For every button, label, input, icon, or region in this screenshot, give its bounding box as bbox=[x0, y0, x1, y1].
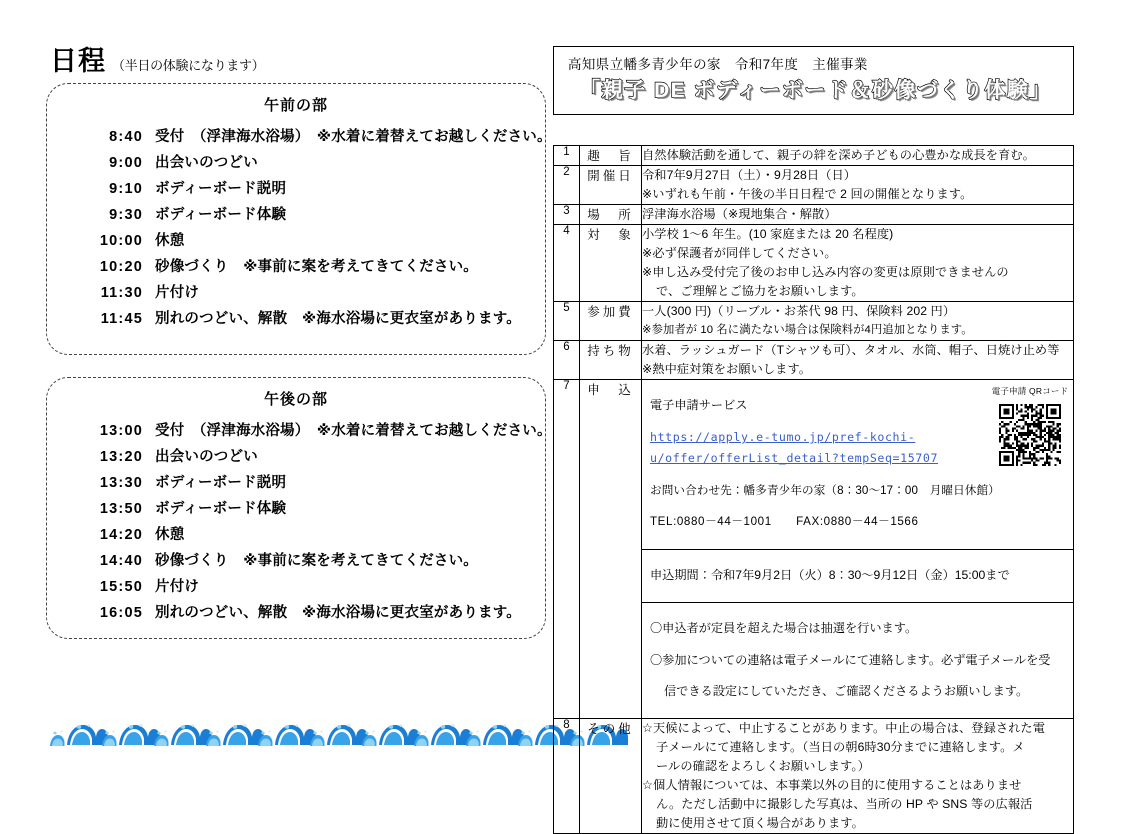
row-content bbox=[642, 145, 1074, 165]
schedule-time: 13:00 bbox=[99, 423, 143, 439]
schedule-time: 15:50 bbox=[99, 579, 143, 595]
schedule-item bbox=[69, 254, 535, 280]
morning-session-box bbox=[46, 83, 552, 355]
text-line: ールの確認をよろしくお願いします。） bbox=[656, 758, 870, 773]
schedule-activity: 砂像づくり ※事前に案を考えてきてください。 bbox=[155, 553, 478, 569]
application-url-line-1[interactable]: https://apply.e-tumo.jp/pref-kochi- bbox=[650, 429, 916, 444]
table-row bbox=[554, 145, 1074, 165]
text-line: ※参加者が 10 名に満たない場合は保険料が4円追加となります。 bbox=[642, 323, 973, 336]
schedule-item bbox=[69, 548, 535, 574]
schedule-activity: 別れのつどい、解散 ※海水浴場に更衣室があります。 bbox=[155, 605, 521, 621]
schedule-time: 10:00 bbox=[99, 233, 143, 249]
table-row bbox=[554, 204, 1074, 224]
schedule-activity: ボディーボード体験 bbox=[155, 207, 287, 223]
schedule-time: 13:20 bbox=[99, 449, 143, 465]
row-content bbox=[642, 340, 1074, 379]
event-title: 「親子 DE ボディーボード＆砂像づくり体験」 bbox=[579, 79, 1052, 103]
row-number: 5 bbox=[554, 301, 580, 340]
text-line: ※申し込み受付完了後のお申し込み内容の変更は原則できませんの bbox=[642, 264, 1009, 279]
schedule-column bbox=[46, 46, 552, 758]
schedule-activity: 受付 （浮津海水浴場） ※水着に着替えてお越しください。 bbox=[155, 423, 552, 439]
text-line: 自然体験活動を通して、親子の絆を深め子どもの心豊かな成長を育む。 bbox=[642, 147, 1035, 162]
text-line: 信できる設定にしていただき、ご確認くださるようお願いします。 bbox=[664, 683, 1029, 698]
schedule-time: 8:40 bbox=[109, 129, 143, 145]
schedule-item bbox=[69, 150, 535, 176]
schedule-item bbox=[69, 280, 535, 306]
text-line: ☆個人情報については、本事業以外の目的に使用することはありませ bbox=[642, 777, 1022, 792]
schedule-item bbox=[69, 228, 535, 254]
schedule-item bbox=[69, 202, 535, 228]
text-line: ※必ず保護者が同伴してください。 bbox=[642, 245, 837, 260]
schedule-item bbox=[69, 522, 535, 548]
application-service-block bbox=[642, 380, 1073, 549]
schedule-activity: 受付 （浮津海水浴場） ※水着に着替えてお越しください。 bbox=[155, 129, 552, 145]
schedule-item bbox=[69, 176, 535, 202]
application-notes-block bbox=[642, 602, 1073, 718]
text-line: で、ご理解とご協力をお願いします。 bbox=[656, 283, 864, 298]
schedule-heading-sub: （半日の体験になります） bbox=[112, 58, 265, 73]
text-line: 〇参加についての連絡は電子メールにて連絡します。必ず電子メールを受 bbox=[650, 652, 1051, 667]
table-row bbox=[554, 379, 1074, 718]
text-line: ※熱中症対策をお願いします。 bbox=[642, 361, 812, 376]
tel-fax-line: TEL:0880－44－1001 FAX:0880－44－1566 bbox=[650, 515, 919, 529]
text-line: 令和7年9月27日（土）・9月28日（日） bbox=[642, 167, 857, 182]
event-details-table bbox=[553, 145, 1074, 834]
event-title-box bbox=[553, 46, 1074, 115]
schedule-item bbox=[69, 124, 552, 150]
text-line: 子メールにて連絡します。（当日の朝6時30分までに連絡します。メ bbox=[656, 739, 1025, 754]
qr-code-block bbox=[991, 382, 1069, 466]
schedule-time: 13:50 bbox=[99, 501, 143, 517]
schedule-item bbox=[69, 574, 535, 600]
table-row bbox=[554, 301, 1074, 340]
schedule-item bbox=[69, 600, 535, 626]
row-number: 2 bbox=[554, 165, 580, 204]
qr-code-icon bbox=[999, 404, 1061, 466]
qr-code-caption: 電子申請 QRコード bbox=[991, 385, 1069, 396]
schedule-time: 10:20 bbox=[99, 259, 143, 275]
row-content bbox=[642, 718, 1074, 833]
schedule-activity: 別れのつどい、解散 ※海水浴場に更衣室があります。 bbox=[155, 311, 521, 327]
morning-schedule-list bbox=[47, 124, 552, 332]
schedule-activity: 休憩 bbox=[155, 233, 185, 249]
row-number: 4 bbox=[554, 224, 580, 301]
afternoon-session-box bbox=[46, 377, 552, 639]
schedule-time: 9:00 bbox=[109, 155, 143, 171]
schedule-heading bbox=[50, 48, 546, 75]
row-label: 申 込 bbox=[580, 379, 642, 718]
contact-line: お問い合わせ先：幡多青少年の家（8：30～17：00 月曜日休館） bbox=[650, 483, 1000, 497]
schedule-item bbox=[69, 306, 535, 332]
row-label: 対 象 bbox=[580, 224, 642, 301]
row-label: 持ち物 bbox=[580, 340, 642, 379]
text-line: ※いずれも午前・午後の半日日程で 2 回の開催となります。 bbox=[642, 186, 973, 201]
row-number: 3 bbox=[554, 204, 580, 224]
schedule-time: 16:05 bbox=[99, 605, 143, 621]
row-label: 場 所 bbox=[580, 204, 642, 224]
schedule-time: 9:10 bbox=[109, 181, 143, 197]
row-number: 1 bbox=[554, 145, 580, 165]
application-url-line-2[interactable]: u/offer/offerList_detail?tempSeq=15707 bbox=[650, 450, 939, 465]
row-content bbox=[642, 224, 1074, 301]
schedule-time: 11:30 bbox=[100, 285, 143, 301]
schedule-time: 9:30 bbox=[109, 207, 143, 223]
row-content bbox=[642, 301, 1074, 340]
text-line: 一人(300 円)（リーブル・お茶代 98 円、保険料 202 円） bbox=[642, 303, 956, 318]
schedule-time: 11:45 bbox=[100, 311, 143, 327]
schedule-activity: 出会いのつどい bbox=[155, 155, 258, 171]
row-label: その他 bbox=[580, 718, 642, 833]
schedule-activity: ボディーボード体験 bbox=[155, 501, 287, 517]
text-line: 〇申込者が定員を超えた場合は抽選を行います。 bbox=[650, 621, 918, 636]
schedule-item bbox=[69, 470, 535, 496]
schedule-time: 13:30 bbox=[99, 475, 143, 491]
row-content bbox=[642, 165, 1074, 204]
table-row bbox=[554, 165, 1074, 204]
schedule-heading-main: 日程 bbox=[50, 46, 106, 76]
schedule-activity: 片付け bbox=[155, 579, 200, 595]
row-label: 参加費 bbox=[580, 301, 642, 340]
service-title: 電子申請サービス bbox=[650, 397, 748, 412]
schedule-activity: 休憩 bbox=[155, 527, 185, 543]
schedule-item bbox=[69, 496, 535, 522]
row-number: 7 bbox=[554, 379, 580, 718]
organizer-line: 高知県立幡多青少年の家 令和7年度 主催事業 bbox=[568, 57, 868, 72]
table-row bbox=[554, 340, 1074, 379]
table-row bbox=[554, 718, 1074, 833]
afternoon-session-title: 午後の部 bbox=[263, 391, 328, 408]
schedule-time: 14:20 bbox=[99, 527, 143, 543]
application-period: 申込期間：令和7年9月2日（火）8：30～9月12日（金）15:00まで bbox=[650, 567, 1010, 582]
row-content bbox=[642, 204, 1074, 224]
afternoon-schedule-list bbox=[47, 418, 552, 626]
text-line: 水着、ラッシュガード（Tシャツも可）、タオル、水筒、帽子、日焼け止め等 bbox=[642, 342, 1060, 357]
row-content bbox=[642, 379, 1074, 718]
application-period-block bbox=[642, 549, 1073, 602]
schedule-activity: 片付け bbox=[155, 285, 200, 301]
row-label: 趣 旨 bbox=[580, 145, 642, 165]
text-line: ん。ただし活動中に撮影した写真は、当所の HP や SNS 等の広報活 bbox=[656, 796, 1033, 811]
text-line: 小学校 1～6 年生。(10 家庭または 20 名程度) bbox=[642, 226, 894, 241]
details-column bbox=[553, 46, 1074, 834]
schedule-time: 14:40 bbox=[99, 553, 143, 569]
schedule-activity: ボディーボード説明 bbox=[155, 181, 287, 197]
schedule-item bbox=[69, 444, 535, 470]
row-number: 8 bbox=[554, 718, 580, 833]
text-line: 動に使用させて頂く場合があります。 bbox=[656, 815, 864, 830]
row-label: 開催日 bbox=[580, 165, 642, 204]
schedule-activity: 出会いのつどい bbox=[155, 449, 258, 465]
text-line: ☆天候によって、中止することがあります。中止の場合は、登録された電 bbox=[642, 720, 1046, 735]
schedule-item bbox=[69, 418, 552, 444]
table-row bbox=[554, 224, 1074, 301]
wave-border-decoration bbox=[50, 718, 522, 752]
morning-session-title: 午前の部 bbox=[263, 97, 328, 114]
schedule-activity: 砂像づくり ※事前に案を考えてきてください。 bbox=[155, 259, 478, 275]
text-line: 浮津海水浴場（※現地集合・解散） bbox=[642, 206, 837, 221]
schedule-activity: ボディーボード説明 bbox=[155, 475, 287, 491]
row-number: 6 bbox=[554, 340, 580, 379]
